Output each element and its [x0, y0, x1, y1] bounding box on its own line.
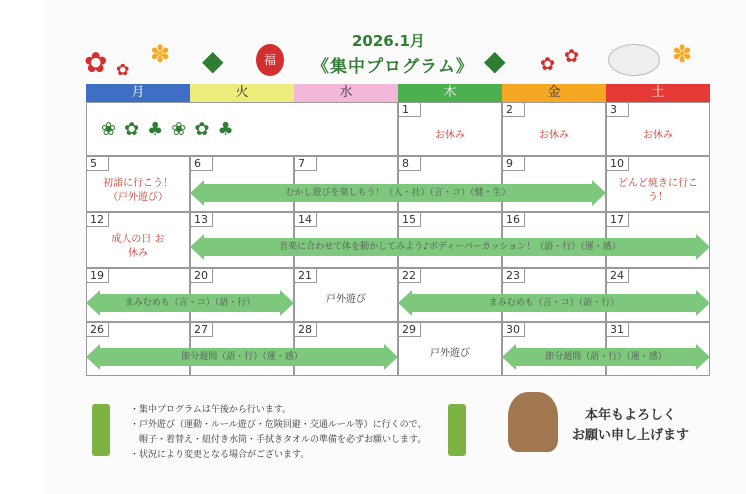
- daruma-icon: 福: [256, 44, 284, 76]
- day-cell: [606, 102, 710, 156]
- activity-arrow: [190, 180, 606, 206]
- note-item: ・戸外遊び（運動・ルール遊び・危険回避・交通ルール等）に行くので、: [130, 420, 427, 430]
- day-number: 16: [503, 213, 525, 227]
- day-number: 7: [295, 157, 317, 171]
- day-note: どんど焼きに行こう！: [618, 178, 698, 203]
- activity-arrow: [502, 344, 710, 370]
- weekday-wed: 水: [294, 84, 398, 102]
- day-number: 13: [191, 213, 213, 227]
- weekday-thu: 木: [398, 84, 502, 102]
- day-number: 15: [399, 213, 421, 227]
- activity-arrow: [398, 290, 710, 316]
- activity-arrow: [190, 234, 710, 260]
- day-cell: [398, 102, 502, 156]
- day-number: 3: [607, 103, 629, 117]
- weekday-tue: 火: [190, 84, 294, 102]
- activity-label: まみむめも（言・コ）（語・行）: [124, 298, 256, 308]
- day-number: 6: [191, 157, 213, 171]
- day-number: 23: [503, 269, 525, 283]
- weekday-mon: 月: [86, 84, 190, 102]
- day-number: 12: [87, 213, 109, 227]
- day-number: 2: [503, 103, 525, 117]
- spinning-top-icon: ◆: [484, 44, 506, 77]
- day-cell: [294, 268, 398, 322]
- day-number: 27: [191, 323, 213, 337]
- calendar-grid: [86, 84, 710, 376]
- kadomatsu-icon: [92, 404, 110, 456]
- plum-flower-icon: ✿: [564, 46, 580, 67]
- plum-flower-icon: ✿: [540, 54, 556, 75]
- greeting-line: 本年もよろしく: [585, 408, 677, 423]
- day-number: 24: [607, 269, 629, 283]
- day-number: 14: [295, 213, 317, 227]
- activity-label: むかし遊びを楽しもう！（人・社）（言・コ）（健・生）: [285, 188, 511, 198]
- weekday-sat: 土: [606, 84, 710, 102]
- activity-arrow: [86, 344, 398, 370]
- new-year-decoration-icon: ❀✿♣❀✿♣: [101, 119, 242, 140]
- day-note: 戸外遊び: [430, 348, 470, 359]
- day-note: 初詣に行こう！（戸外遊び）: [103, 178, 173, 203]
- day-note: お休み: [435, 130, 465, 141]
- day-note: お休み: [643, 130, 673, 141]
- day-cell: [86, 212, 190, 268]
- day-number: 29: [399, 323, 421, 337]
- day-number: 21: [295, 269, 317, 283]
- page-title: 《集中プログラム》: [312, 57, 474, 77]
- activity-label: 節分週間（語・行）（運・感）: [545, 352, 667, 362]
- day-number: 8: [399, 157, 421, 171]
- kadomatsu-icon: [448, 404, 466, 456]
- day-number: 20: [191, 269, 213, 283]
- title-year-month: 2026.1月: [352, 32, 425, 50]
- day-number: 10: [607, 157, 629, 171]
- weekday-fri: 金: [502, 84, 606, 102]
- horse-character-icon: [508, 392, 558, 452]
- greeting-line: お願い申し上げます: [572, 428, 690, 443]
- day-number: 19: [87, 269, 109, 283]
- plum-flower-icon: ✿: [84, 46, 108, 79]
- activity-arrow: [86, 290, 294, 316]
- mochi-rabbit-icon: [608, 44, 660, 76]
- day-number: 9: [503, 157, 525, 171]
- day-cell: [606, 156, 710, 212]
- activity-label: まみむめも（言・コ）（語・行）: [488, 298, 620, 308]
- ornament-icon: ✽: [150, 40, 171, 68]
- day-number: 17: [607, 213, 629, 227]
- day-cell: [398, 322, 502, 376]
- day-number: 1: [399, 103, 421, 117]
- day-number: 31: [607, 323, 629, 337]
- note-item: 帽子・着替え・紐付き水筒・手拭きタオルの準備を必ずお願いします。: [130, 435, 427, 445]
- day-number: 26: [87, 323, 109, 337]
- day-number: 22: [399, 269, 421, 283]
- day-note: 戸外遊び: [326, 294, 366, 305]
- day-cell: [86, 156, 190, 212]
- note-item: ・状況により変更となる場合がございます。: [130, 450, 310, 460]
- activity-label: 節分週間（語・行）（運・感）: [181, 352, 303, 362]
- spinning-top-icon: ◆: [202, 44, 224, 77]
- day-number: 30: [503, 323, 525, 337]
- ornament-icon: ✽: [672, 40, 693, 68]
- day-cell: [502, 102, 606, 156]
- week1-blank: [86, 102, 398, 156]
- day-number: 28: [295, 323, 317, 337]
- note-item: ・集中プログラムは午後から行います。: [130, 405, 292, 415]
- new-year-greeting: [572, 406, 689, 446]
- plum-flower-icon: ✿: [116, 60, 130, 79]
- activity-label: 音楽に合わせて体を動かしてみよう♪ボディーパーカッション！（語・行）（運・感）: [279, 242, 621, 252]
- day-note: お休み: [539, 130, 569, 141]
- day-note: 成人の日 お休み: [111, 234, 165, 259]
- day-number: 5: [87, 157, 109, 171]
- notes-list: [130, 403, 426, 463]
